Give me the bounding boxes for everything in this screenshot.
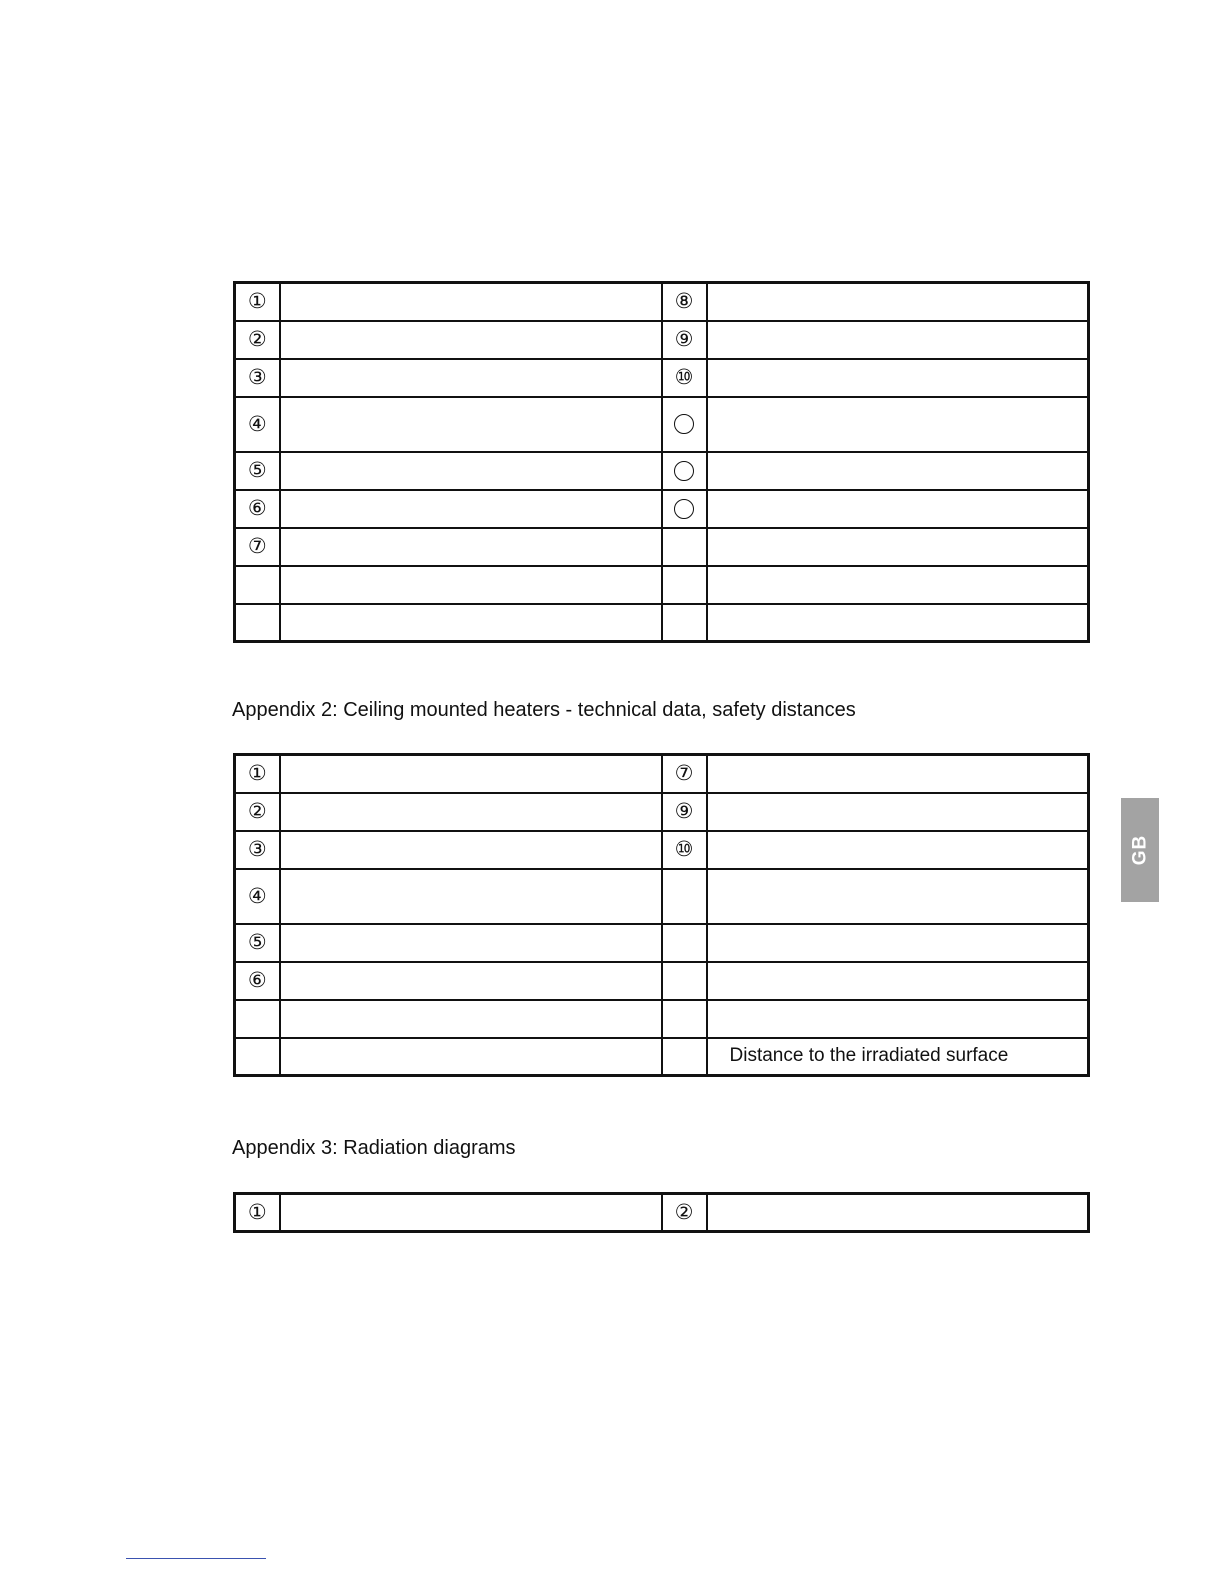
item-description [707, 755, 1089, 793]
item-number: ① [235, 1194, 280, 1232]
item-description [280, 397, 662, 452]
item-description [707, 793, 1089, 831]
appendix-2-caption: Appendix 2: Ceiling mounted heaters - technical data, safety distances [232, 699, 856, 721]
table-row [235, 755, 1089, 793]
item-number: ⑦ [235, 528, 280, 566]
item-number: ⑦ [662, 755, 707, 793]
table-row [235, 566, 1089, 604]
item-description [280, 1194, 662, 1232]
table-row [235, 528, 1089, 566]
item-number [662, 604, 707, 642]
item-number: ④ [235, 397, 280, 452]
item-number [662, 397, 707, 452]
table-row [235, 869, 1089, 924]
item-description [707, 452, 1089, 490]
item-description [707, 1000, 1089, 1038]
item-description [707, 397, 1089, 452]
legend-table-appendix-3 [233, 1192, 1090, 1233]
item-number [662, 566, 707, 604]
legend-table-appendix-1 [233, 281, 1090, 643]
item-number: ⑩ [662, 831, 707, 869]
item-description [280, 604, 662, 642]
item-number [235, 1038, 280, 1076]
item-description [280, 1038, 662, 1076]
item-description: Distance to the irradiated surface [707, 1038, 1089, 1076]
item-description [707, 283, 1089, 321]
table-row [235, 283, 1089, 321]
item-description [707, 604, 1089, 642]
table-row [235, 793, 1089, 831]
item-number [662, 962, 707, 1000]
item-description [280, 452, 662, 490]
item-number [235, 604, 280, 642]
item-description [280, 359, 662, 397]
table-row [235, 321, 1089, 359]
item-number [662, 452, 707, 490]
item-description [707, 490, 1089, 528]
item-number: ⑨ [662, 793, 707, 831]
item-number: ③ [235, 831, 280, 869]
legend-table-appendix-2 [233, 753, 1090, 1077]
item-description [707, 359, 1089, 397]
item-number [662, 1000, 707, 1038]
item-number: ④ [235, 869, 280, 924]
item-description [280, 566, 662, 604]
item-number [662, 490, 707, 528]
item-number: ① [235, 755, 280, 793]
item-description [707, 566, 1089, 604]
language-tab [1121, 798, 1159, 902]
item-number: ⑥ [235, 962, 280, 1000]
appendix-3-caption: Appendix 3: Radiation diagrams [232, 1137, 516, 1159]
item-description [280, 924, 662, 962]
table-row [235, 924, 1089, 962]
item-number: ⑤ [235, 924, 280, 962]
item-description [280, 1000, 662, 1038]
item-description [707, 1194, 1089, 1232]
item-number [662, 924, 707, 962]
table-row [235, 831, 1089, 869]
item-description [707, 321, 1089, 359]
item-number [235, 566, 280, 604]
table-row [235, 604, 1089, 642]
empty-circle-icon [674, 499, 694, 519]
item-description [707, 924, 1089, 962]
empty-circle-icon [674, 461, 694, 481]
table-row [235, 452, 1089, 490]
empty-circle-icon [674, 414, 694, 434]
item-description [707, 831, 1089, 869]
item-number [662, 1038, 707, 1076]
table-row [235, 397, 1089, 452]
item-description [280, 283, 662, 321]
item-number [235, 1000, 280, 1038]
item-description [280, 793, 662, 831]
table-row [235, 1194, 1089, 1232]
item-description [280, 321, 662, 359]
item-number: ② [662, 1194, 707, 1232]
item-number: ① [235, 283, 280, 321]
item-description [280, 869, 662, 924]
table-row [235, 962, 1089, 1000]
item-number: ② [235, 321, 280, 359]
item-description [280, 831, 662, 869]
item-number: ③ [235, 359, 280, 397]
item-number [662, 869, 707, 924]
item-description [280, 962, 662, 1000]
item-number: ⑤ [235, 452, 280, 490]
table-row [235, 1000, 1089, 1038]
item-description [280, 528, 662, 566]
item-number: ⑩ [662, 359, 707, 397]
language-tab-label: GB [1129, 834, 1150, 866]
table-row [235, 1038, 1089, 1076]
item-description [280, 755, 662, 793]
table-row [235, 359, 1089, 397]
item-number: ② [235, 793, 280, 831]
table-row [235, 490, 1089, 528]
footer-rule [126, 1558, 266, 1559]
item-description [707, 869, 1089, 924]
item-number: ⑧ [662, 283, 707, 321]
item-description [707, 528, 1089, 566]
item-description [280, 490, 662, 528]
item-description [707, 962, 1089, 1000]
item-number: ⑨ [662, 321, 707, 359]
item-number [662, 528, 707, 566]
item-number: ⑥ [235, 490, 280, 528]
